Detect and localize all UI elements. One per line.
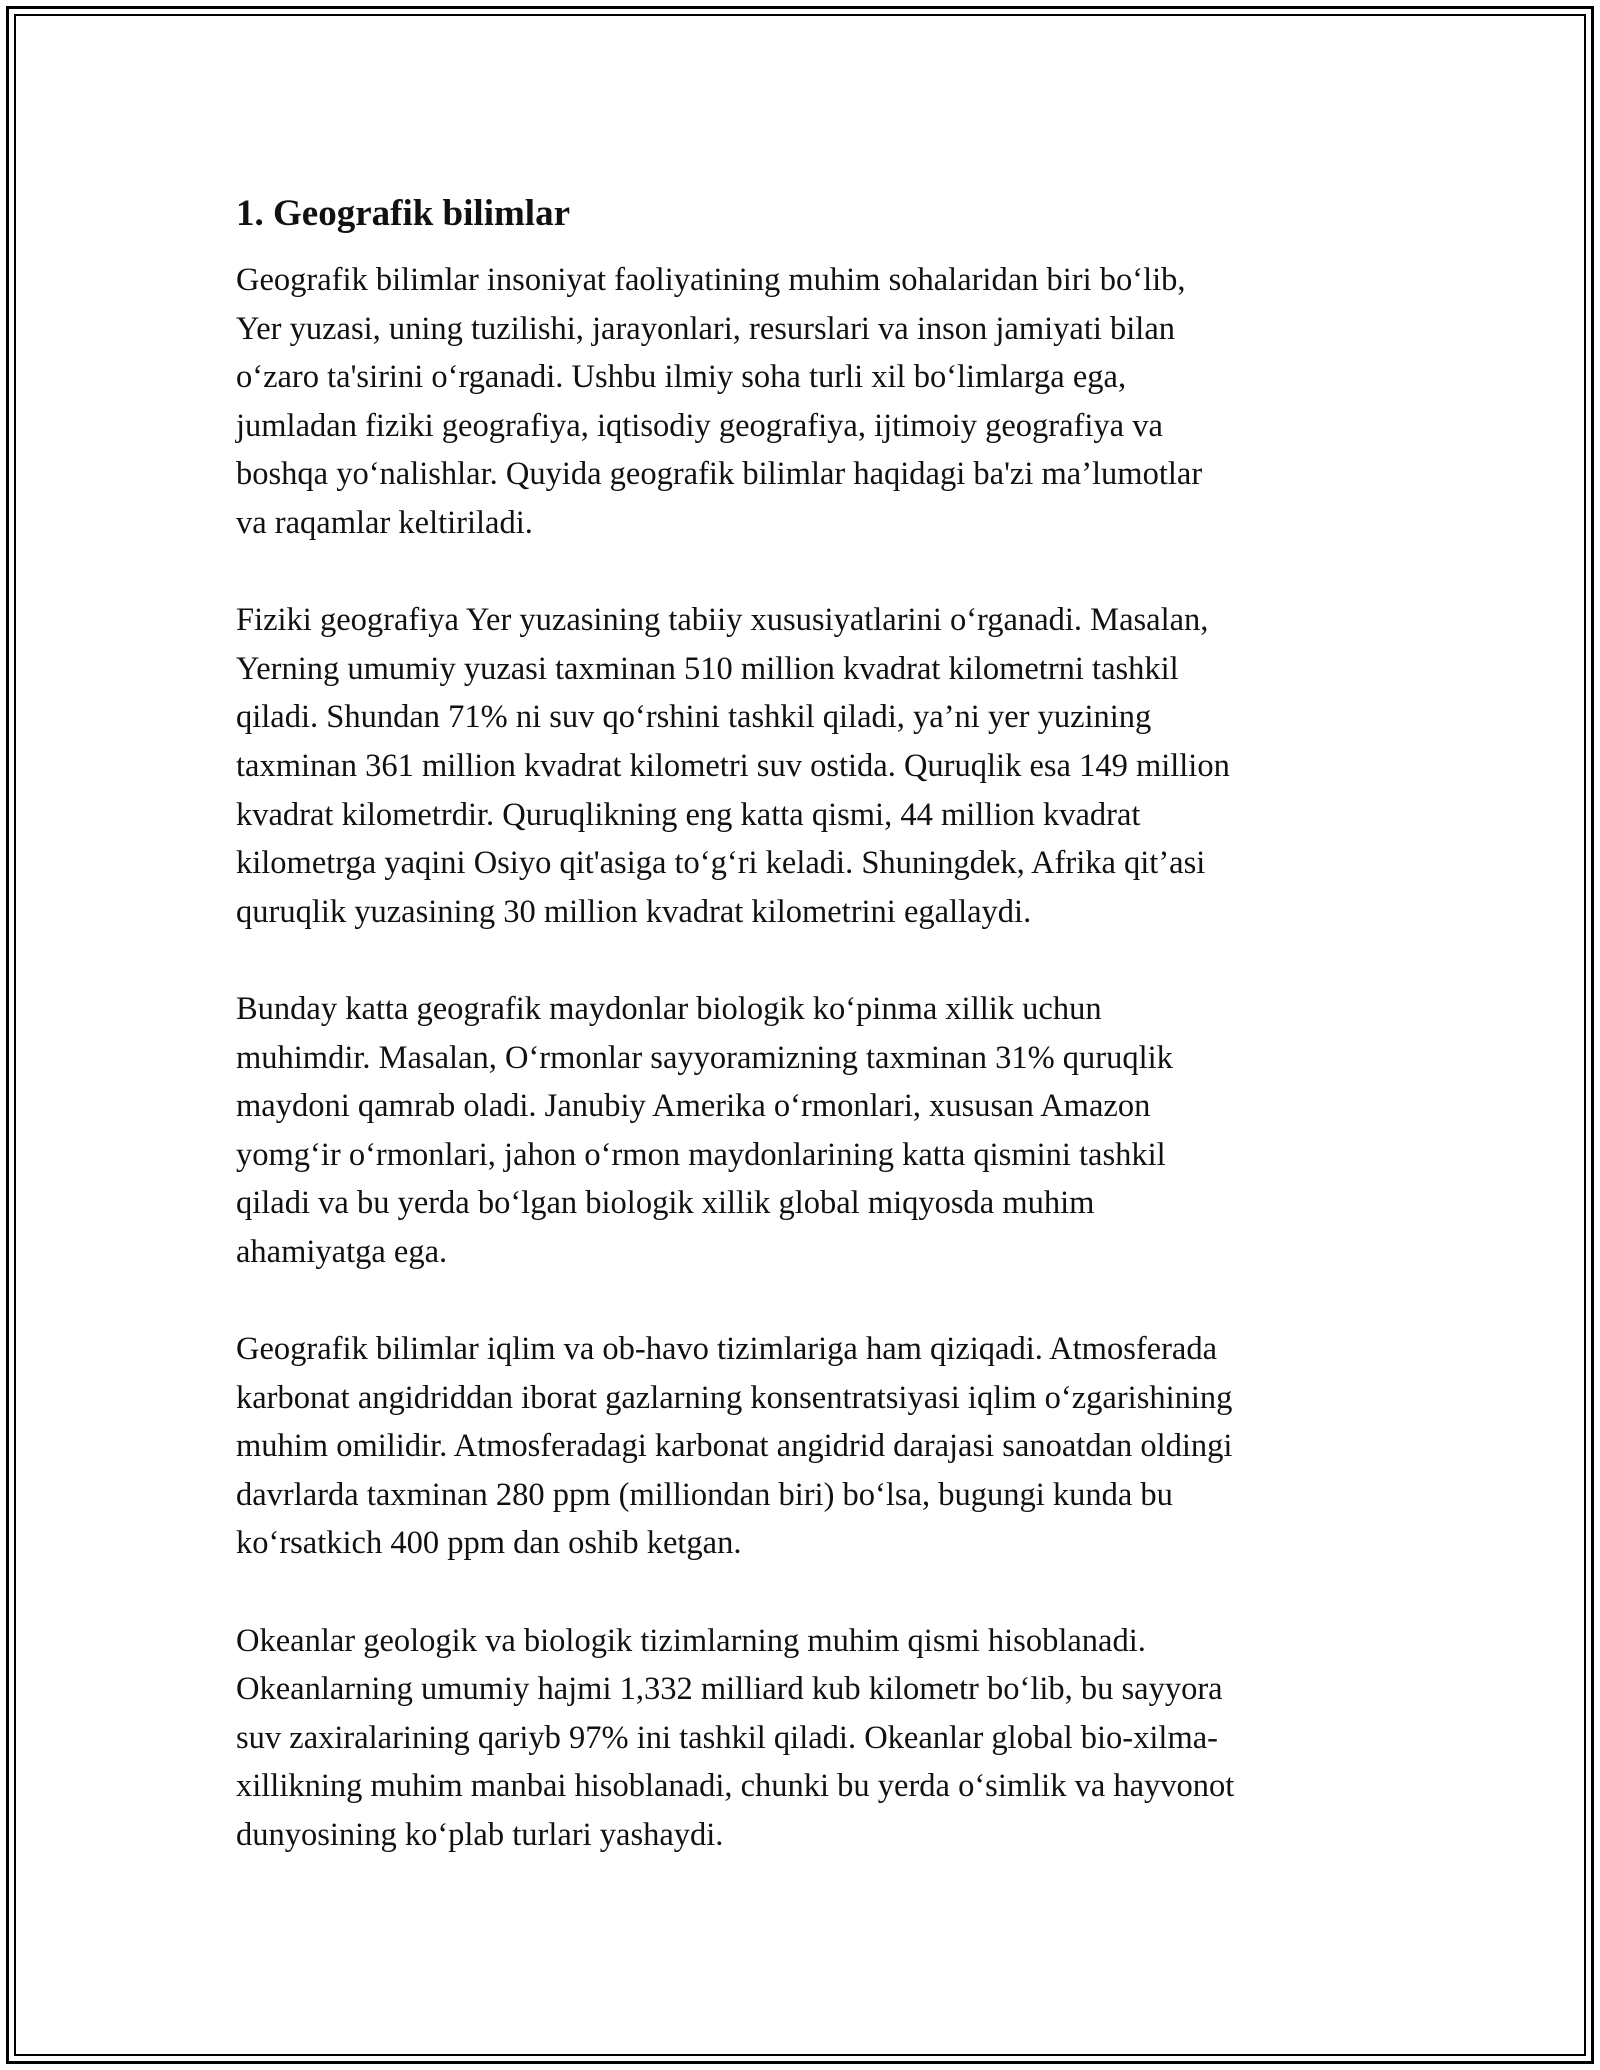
paragraph-climate: Geografik bilimlar iqlim va ob-havo tizimlariga ham qiziqadi. Atmosferada karbonat angidriddan iborat gazlarning konsentratsiyasi iqlim o‘zgarishining muhim omilidir. Atmosferadagi karbonat angidrid darajasi sanoatdan oldingi davrlarda taxminan 280 ppm (milliondan biri) bo‘lsa, bugungi kunda bu ko‘rsatkich 400 ppm dan oshib ketgan.: [236, 1331, 1233, 1562]
paragraph-forests: Bunday katta geografik maydonlar biologik ko‘pinma xillik uchun muhimdir. Masalan, O‘rmonlar sayyoramizning taxminan 31% quruqlik maydoni qamrab oladi. Janubiy Amerika o‘rmonlari, xususan Amazon yomg‘ir o‘rmonlari, jahon o‘rmon maydonlarining katta qismini tashkil qiladi va bu yerda bo‘lgan biologik xillik global miqyosda muhim ahamiyatga ega.: [236, 990, 1173, 1270]
paragraph-physical-geography: Fiziki geografiya Yer yuzasining tabiiy xususiyatlarini o‘rganadi. Masalan, Yerning umumiy yuzasi taxminan 510 million kvadrat kilometrni tashkil qiladi. Shundan 71% ni suv qo‘rshini tashkil qiladi, ya’ni yer yuzining taxminan 361 million kvadrat kilometri suv ostida. Quruqlik esa 149 million kvadrat kilometrdir. Quruqlikning eng katta qismi, 44 million kvadrat kilometrga yaqini Osiyo qit'asiga to‘g‘ri keladi. Shuningdek, Afrika qit’asi quruqlik yuzasining 30 million kvadrat kilometrini egallaydi.: [236, 602, 1230, 930]
paragraph-oceans: Okeanlar geologik va biologik tizimlarning muhim qismi hisoblanadi. Okeanlarning umumiy hajmi 1,332 milliard kub kilometr bo‘lib, bu sayyora suv zaxiralarining qariyb 97% ini tashkil qiladi. Okeanlar global bio-xilma- xillikning muhim manbai hisoblanadi, chunki bu yerda o‘simlik va hayvonot dunyosining ko‘plab turlari yashaydi.: [236, 1622, 1235, 1853]
section-title: 1. Geografik bilimlar: [236, 193, 570, 234]
paragraph-intro: Geografik bilimlar insoniyat faoliyatining muhim sohalaridan biri bo‘lib, Yer yuzasi, uning tuzilishi, jarayonlari, resurslari va inson jamiyati bilan o‘zaro ta'sirini o‘rganadi. Ushbu ilmiy soha turli xil bo‘limlarga ega, jumladan fiziki geografiya, iqtisodiy geografiya, ijtimoiy geografiya va boshqa yo‘nalishlar. Quyida geografik bilimlar haqidagi ba'zi ma’lumotlar va raqamlar keltiriladi.: [236, 262, 1203, 541]
document-body: [236, 188, 1386, 1908]
